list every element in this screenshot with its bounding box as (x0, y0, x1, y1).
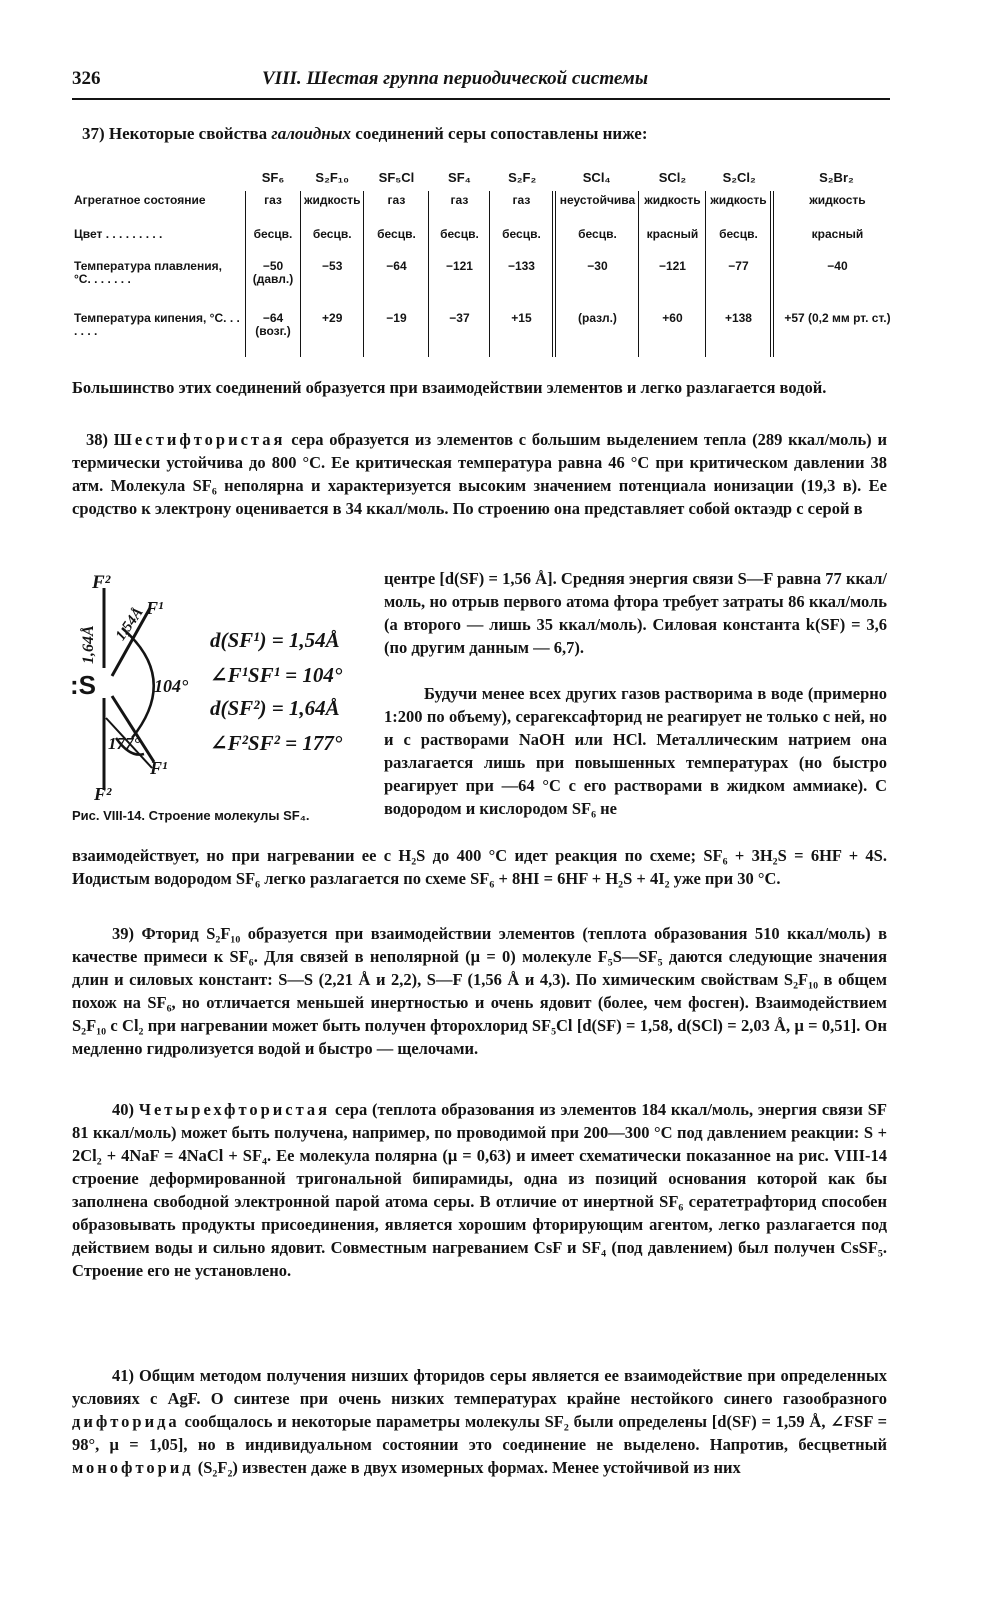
table-cell: −121 (429, 257, 490, 309)
item-38-end: взаимодействует, но при нагревании ее с H₂S до 400 °С идет реакция по схеме; SF₆ + 3H₂S = 6HF + 4S. Иодистым водородом SF₆ легко разлагается по схеме SF₆ + 8HI = 6HF + H₂S + 4I₂ уже при 30 °С. (72, 846, 887, 888)
table-cell: −37 (429, 309, 490, 357)
bond-length-diagonal: 1,54Å (112, 604, 147, 644)
item-40-paragraph: 40) Четырехфтористая сера (теплота образования из элементов 184 ккал/моль, энергия связи SF 81 ккал/моль) может быть получена, например, по проводимой при 200—300 °С под давлением реакции: S + 2Cl₂ + 4NaF = 4NaCl + SF₄. Ее молекула полярна (μ = 0,63) и имеет схематически показанное на рис. VIII-14 строение деформированной тригональной бипирамиды, одна из позиций основания которой как бы заполнена свободной электронной парой атома серы. В отличие от инертной SF₆ сератетрафторид способен образовывать продукты присоединения, является хорошим фторирующим агентом, легко разлагается под действием воды и сильно ядовит. Совместным нагреванием CsF и SF₄ (под давлением) был получен CsSF₅. Строение его не установлено. (72, 1100, 887, 1280)
table-cell: бесцв. (429, 225, 490, 257)
table-cell: −64 (364, 257, 429, 309)
page-number: 326 (72, 68, 101, 89)
table-cell: (разл.) (554, 309, 639, 357)
table-cell: газ (364, 191, 429, 225)
row-label: Температура плавления, °С. . . . . . . (74, 259, 222, 286)
formula-angle-f1sf1: ∠F¹SF¹ = 104° (210, 663, 343, 687)
item-39-paragraph: 39) Фторид S₂F₁₀ образуется при взаимодействии элементов (теплота образования 510 ккал/моль) в качестве примеси к SF₆. Для связей в неполярной (μ = 0) молекуле F₅S—SF₅ даются следующие значения длин и силовых констант: S—S (2,21 Å и 2,2), S—F (1,56 Å и 4,3). По химическим свойствам S₂F₁₀ в общем похож на SF₆, но отличается меньшей инертностью и очень ядовит (более, чем фосген). Взаимодействием S₂F₁₀ с Cl₂ при нагревании может быть получен фторохлорид SF₅Cl [d(SF) = 1,58, d(SCl) = 2,03 Å, μ = 0,51]. Он медленно гидролизуется водой и быстро — щелочами. (72, 924, 887, 1058)
table-cell: неустойчива (554, 191, 639, 225)
table-cell: −77 (706, 257, 773, 309)
table-cell: −19 (364, 309, 429, 357)
row-label: Цвет . . . . . . . . . (74, 227, 163, 241)
item-38-right-column: центре [d(SF) = 1,56 Å]. Средняя энергия связи S—F равна 77 ккал/моль, но отрыв первого атома фтора требует затраты 86 ккал/моль (а второго — лишь 35 ккал/моль). Силовая константа k(SF) = 3,6 (по другим данным — 6,7). (384, 569, 887, 657)
f-top-right-label: F¹ (146, 598, 164, 618)
table-row (72, 225, 900, 257)
table-cell: бесцв. (246, 225, 301, 257)
f-top-label: F² (92, 572, 111, 593)
running-title: VIII. Шестая группа периодической системы (262, 68, 649, 89)
formula-bond-sf2: d(SF²) = 1,64Å (210, 696, 340, 720)
f-bottom-right-label: F¹ (150, 758, 168, 778)
formula-angle-f2sf2: ∠F²SF² = 177° (210, 731, 343, 755)
table-cell: −53 (301, 257, 364, 309)
table-row (72, 257, 900, 309)
table-cell: −121 (639, 257, 706, 309)
item-38-paragraph: 38) Шестифтористая сера образуется из элементов с большим выделением тепла (289 ккал/моль) и термически устойчива до 800 °С. Ее критическая температура равна 46 °С при критическом давлении 38 атм. Молекула SF₆ неполярна и характеризуется высоким значением потенциала ионизации (19,3 в). Ее сродство к электрону оценивается в 34 ккал/моль. По строению она представляет собой октаэдр с серой в (72, 430, 887, 518)
table-cell: +60 (639, 309, 706, 357)
table-cell: бесцв. (364, 225, 429, 257)
table-cell: красный (772, 225, 900, 257)
table-cell: +15 (490, 309, 555, 357)
bond-length-left: 1,64Å (80, 625, 97, 664)
running-header (72, 66, 882, 94)
col-header: SF₅Cl (378, 170, 415, 185)
table-cell: −133 (490, 257, 555, 309)
table-cell: газ (429, 191, 490, 225)
col-header: SCl₄ (582, 170, 611, 185)
table-cell: −50 (давл.) (246, 257, 301, 309)
col-header: SF₄ (448, 170, 471, 185)
angle-177-label: 177° (108, 734, 141, 753)
col-header: S₂F₁₀ (315, 170, 350, 185)
header-rule (72, 98, 890, 100)
col-header: S₂F₂ (508, 170, 537, 185)
item-38-right-column-2: Будучи менее всех других газов растворима в воде (примерно 1:200 по объему), серагексафторид не реагирует не только с ней, но и с растворами NaOH или HCl. Металлическим натрием она разлагается лишь при повышенных температурах (но быстро реагирует при —64 °С с его растворами в жидком аммиаке). С водородом и кислородом SF₆ не (384, 684, 887, 818)
table-cell: красный (639, 225, 706, 257)
figure-caption: Рис. VIII-14. Строение молекулы SF₄. (72, 808, 310, 823)
table-cell: бесцв. (301, 225, 364, 257)
col-header: S₂Br₂ (819, 170, 854, 185)
table-cell: газ (246, 191, 301, 225)
table-cell: +57 (0,2 мм рт. ст.) (772, 309, 900, 357)
f-bottom-label: F² (94, 784, 112, 804)
col-header: SF₆ (261, 170, 285, 185)
item-37-intro: 37) Некоторые свойства галоидных соединений серы сопоставлены ниже: (82, 124, 648, 143)
formula-bond-sf1: d(SF¹) = 1,54Å (210, 628, 340, 652)
col-header: S₂Cl₂ (722, 170, 756, 185)
table-cell: −64 (возг.) (246, 309, 301, 357)
sulfur-atom-label: :S (70, 670, 96, 700)
sf4-drawing (70, 568, 370, 818)
table-cell: бесцв. (706, 225, 773, 257)
table-cell: газ (490, 191, 555, 225)
table-cell: жидкость (706, 191, 773, 225)
table-header-row (72, 168, 900, 191)
row-label: Агрегатное состояние (74, 193, 206, 207)
table-cell: жидкость (639, 191, 706, 225)
table-cell: жидкость (772, 191, 900, 225)
table-cell: +138 (706, 309, 773, 357)
col-header: SCl₂ (658, 170, 687, 185)
item-41-paragraph: 41) Общим методом получения низших фторидов серы является ее взаимодействие при определенных условиях с AgF. О синтезе при очень низких температурах крайне нестойкого синего газообразного дифторида сообщалось и некоторые параметры молекулы SF₂ были определены [d(SF) = 1,59 Å, ∠FSF = 98°, μ = 1,05], но в индивидуальном состоянии это соединение не выделено. Напротив, бесцветный монофторид (S₂F₂) известен даже в двух изомерных формах. Менее устойчивой из них (72, 1366, 887, 1477)
sf4-structure-figure (70, 568, 370, 818)
angle-104-label: 104° (154, 676, 189, 696)
table-cell: −40 (772, 257, 900, 309)
table-cell: бесцв. (490, 225, 555, 257)
table-row (72, 191, 900, 225)
table-cell: бесцв. (554, 225, 639, 257)
table-cell: жидкость (301, 191, 364, 225)
table-cell: +29 (301, 309, 364, 357)
row-label: Температура кипения, °С. . . . . . . (74, 311, 240, 338)
table-cell: −30 (554, 257, 639, 309)
table-row (72, 309, 900, 357)
halide-properties-table (72, 168, 900, 357)
after-table-paragraph: Большинство этих соединений образуется при взаимодействии элементов и легко разлагается водой. (72, 378, 827, 397)
